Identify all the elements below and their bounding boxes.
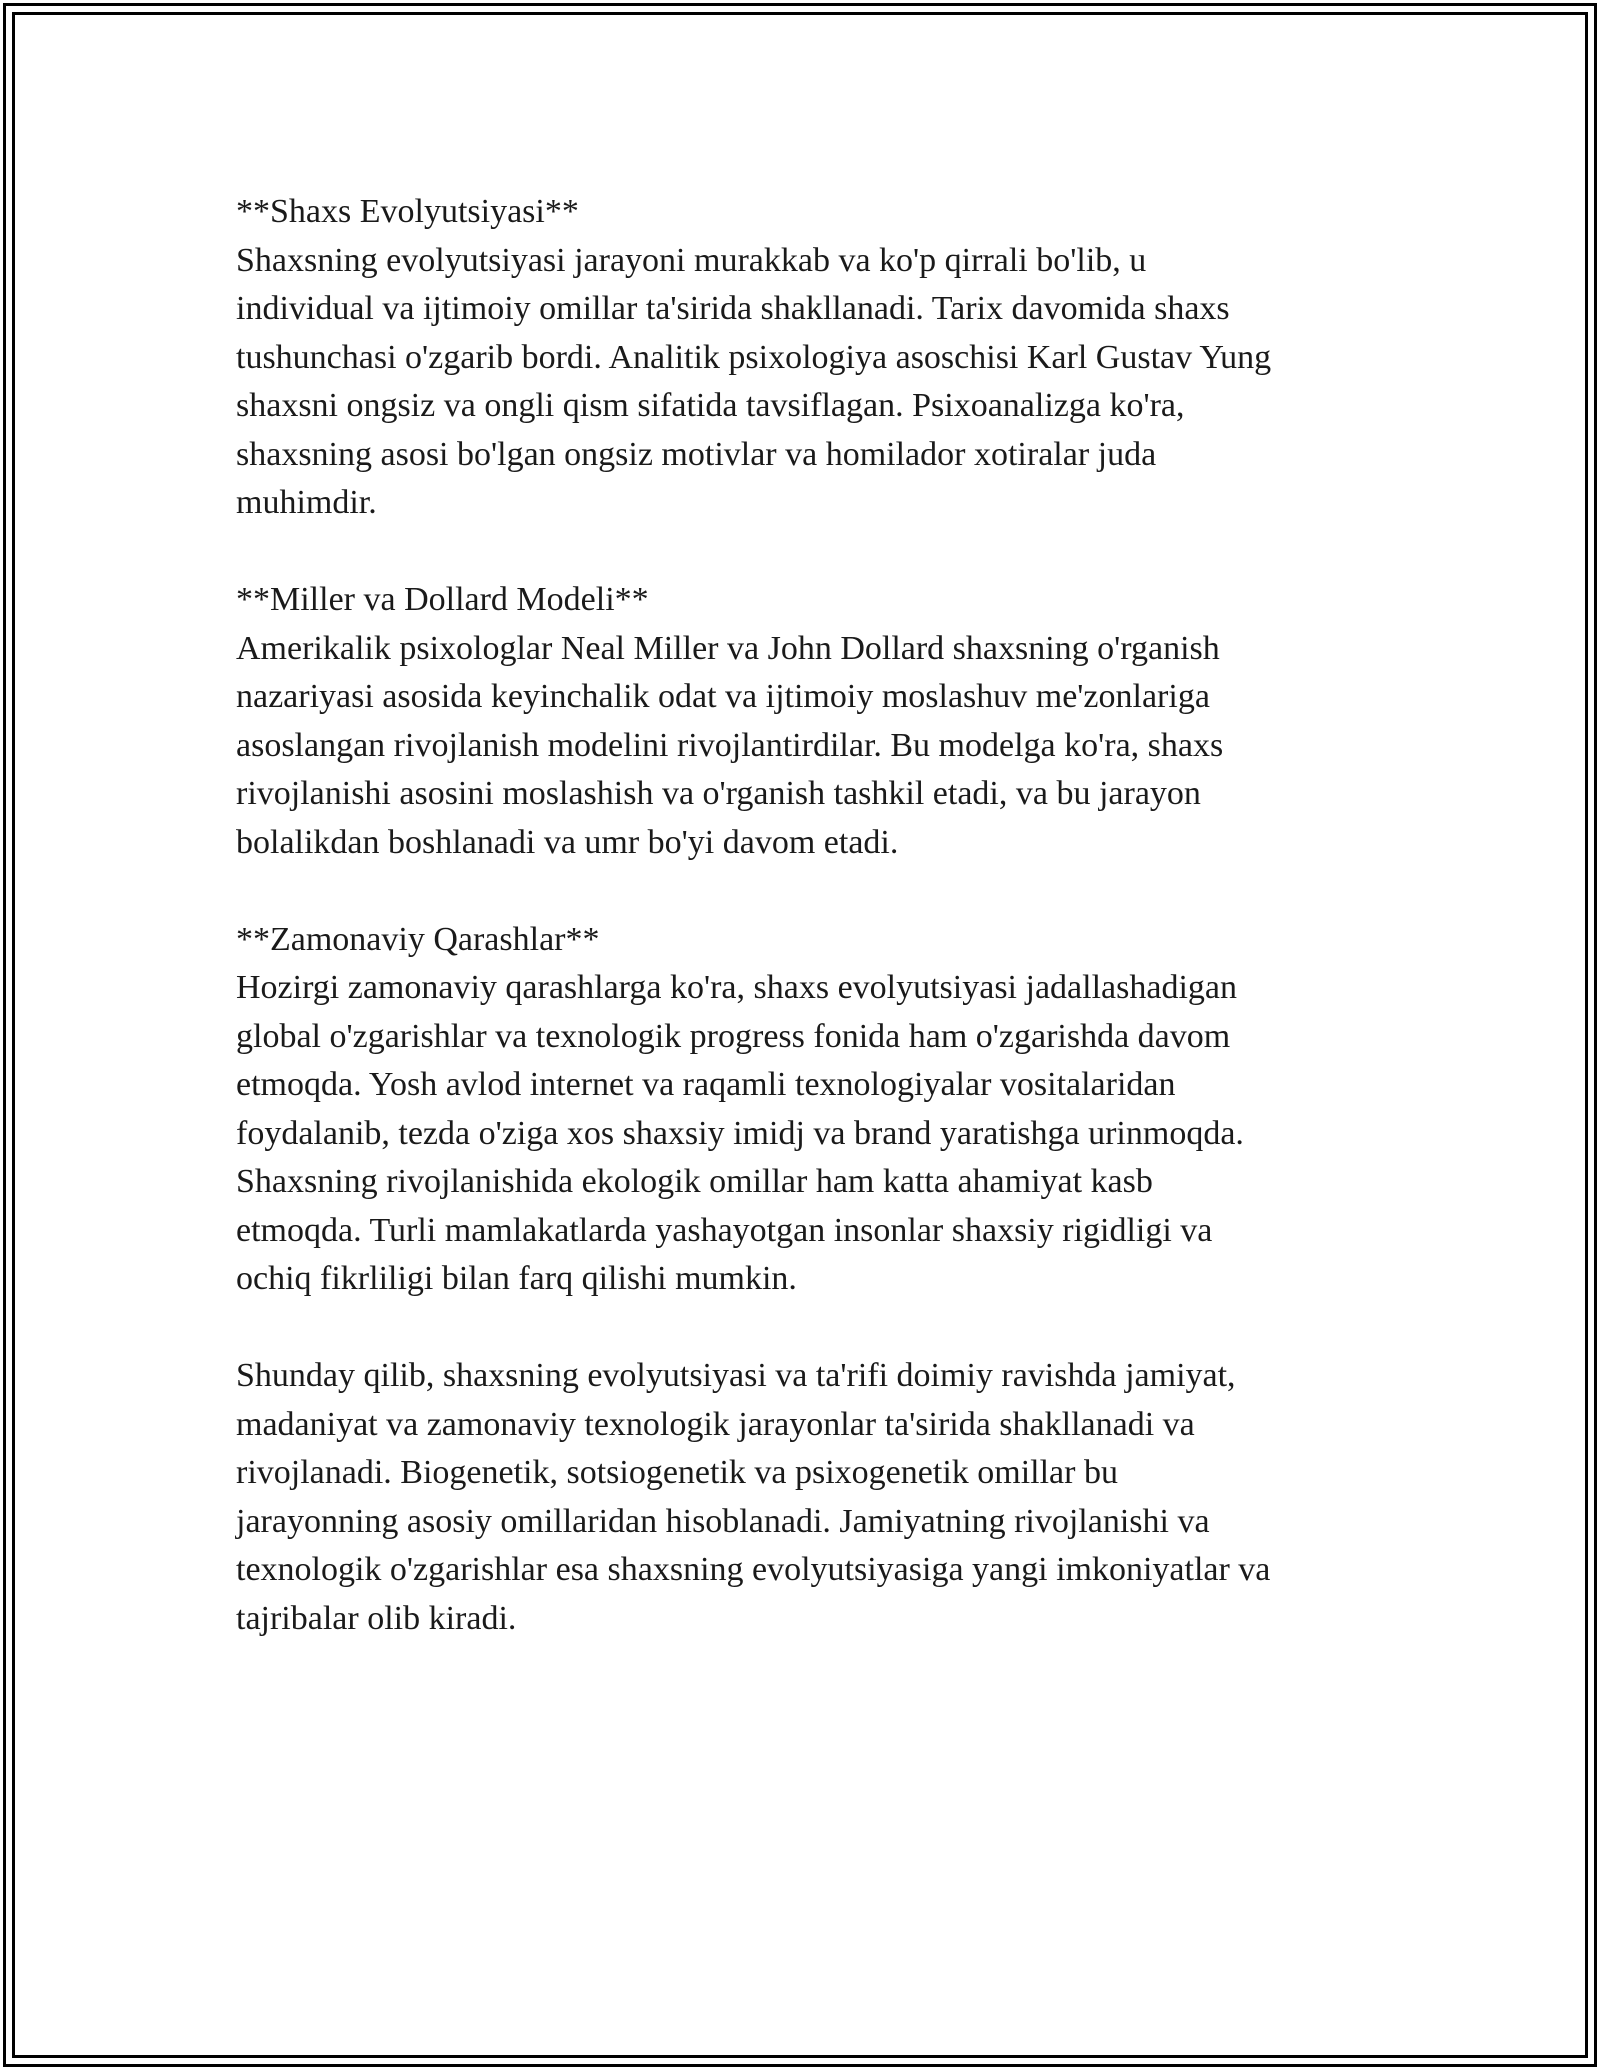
section-heading: **Shaxs Evolyutsiyasi** [236, 193, 579, 230]
section-heading: **Zamonaviy Qarashlar** [236, 920, 600, 958]
section-paragraph: Hozirgi zamonaviy qarashlarga ko'ra, shaxs evolyutsiyasi jadallashadigan global o'zgarishlar va texnologik progress fonida ham o'zgarishda davom etmoqda. Yosh avlod internet va raqamli texnologiyalar vositalaridan foydalanib, tezda o'ziga xos shaxsiy imidj va brand yaratishga urinmoqda. Shaxsning rivojlanishida ekologik omillar ham katta ahamiyat kasb etmoqda. Turli mamlakatlarda yashayotgan insonlar shaxsiy rigidligi va ochiq fikrliligi bilan farq qilishi mumkin. [236, 969, 1244, 1297]
conclusion-paragraph: Shunday qilib, shaxsning evolyutsiyasi va ta'rifi doimiy ravishda jamiyat, madaniyat va zamonaviy texnologik jarayonlar ta'sirida shakllanadi va rivojlanadi. Biogenetik, sotsiogenetik va psixogenetik omillar bu jarayonning asosiy omillaridan hisoblanadi. Jamiyatning rivojlanishi va texnologik o'zgarishlar esa shaxsning evolyutsiyasiga yangi imkoniyatlar va tajribalar olib kiradi. [236, 1357, 1271, 1637]
section-paragraph: Shaxsning evolyutsiyasi jarayoni murakkab va ko'p qirrali bo'lib, u individual va ijtimoiy omillar ta'sirida shakllanadi. Tarix davomida shaxs tushunchasi o'zgarib bordi. Analitik psixologiya asoschisi Karl Gustav Yung shaxsni ongsiz va ongli qism sifatida tavsiflagan. Psixoanalizga ko'ra, shaxsning asosi bo'lgan ongsiz motivlar va homilador xotiralar juda muhimdir. [236, 241, 1272, 521]
section-heading: **Miller va Dollard Modeli** [236, 581, 649, 618]
paragraph-gap [236, 1304, 1376, 1353]
paragraph-gap [236, 528, 1376, 577]
document-body [236, 188, 1376, 1643]
section-paragraph: Amerikalik psixologlar Neal Miller va John Dollard shaxsning o'rganish nazariyasi asosida keyinchalik odat va ijtimoiy moslashuv me'zonlariga asoslangan rivojlanish modelini rivojlantirdilar. Bu modelga ko'ra, shaxs rivojlanishi asosini moslashish va o'rganish tashkil etadi, va bu jarayon bolalikdan boshlanadi va umr bo'yi davom etadi. [236, 629, 1224, 861]
paragraph-gap [236, 867, 1376, 916]
